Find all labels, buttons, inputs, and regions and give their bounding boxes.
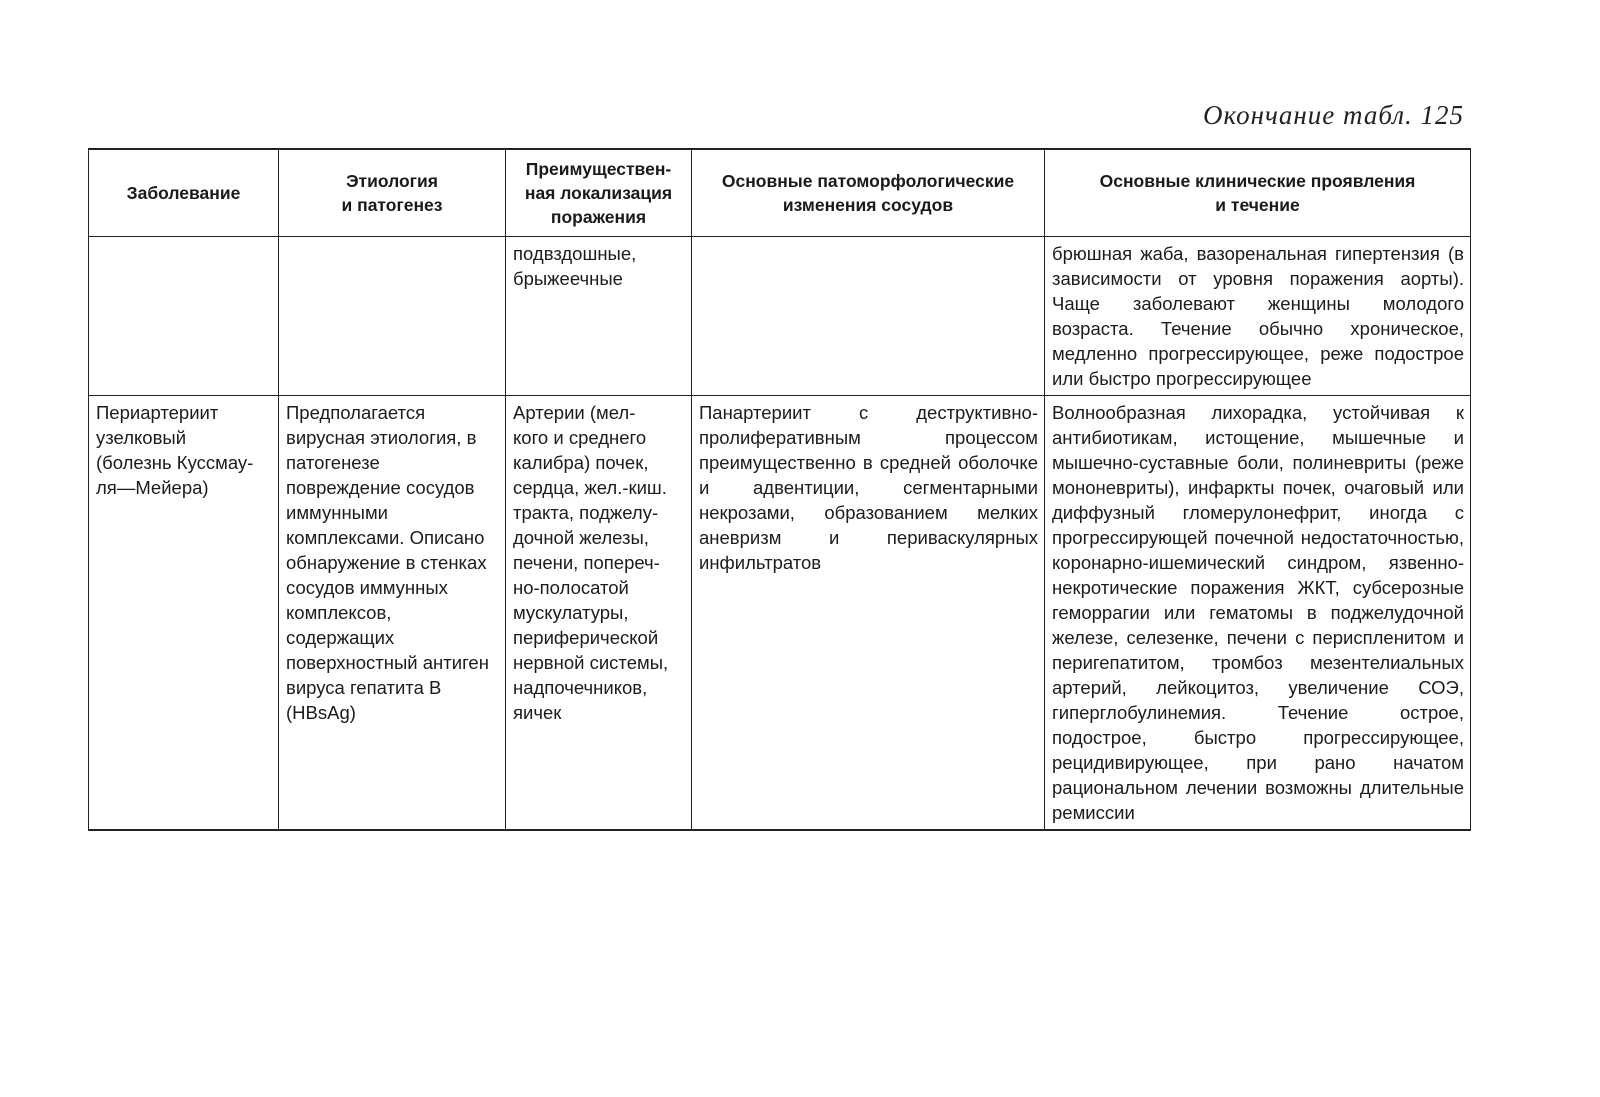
header-disease: Заболевание bbox=[89, 149, 279, 237]
table-body bbox=[89, 237, 1471, 831]
cell-localization: подвздошные, брыжеечные bbox=[506, 237, 692, 396]
cell-disease bbox=[89, 237, 279, 396]
cell-etiology: Предполагается вирусная этиология, в патогенезе повреждение сосудов иммунными комплексами. Описано обнаружение в стенках сосудов иммунных комплексов, содержащих поверхностный антиген вируса гепатита В (HBsAg) bbox=[279, 396, 506, 831]
cell-pathomorphology: Панартериит с деструктивно-пролиферативным процессом преимущественно в средней оболочке и адвентиции, сегментарными некрозами, образованием мелких аневризм и периваскулярных инфильтратов bbox=[692, 396, 1045, 831]
header-localization: Преимуществен- ная локализация поражения bbox=[506, 149, 692, 237]
header-pathomorphology: Основные патоморфологические изменения сосудов bbox=[692, 149, 1045, 237]
cell-pathomorphology bbox=[692, 237, 1045, 396]
cell-clinical: Волнообразная лихорадка, устойчивая к антибиотикам, истощение, мышечные и мышечно-суставные боли, полиневриты (реже мононевриты), инфаркты почек, очаговый или диффузный гломерулонефрит, иногда с прогрессирующей почечной недостаточностью, коронарно-ишемический синдром, язвенно-некротические поражения ЖКТ, субсерозные геморрагии или гематомы в поджелудочной железе, селезенке, печени с периспленитом и перигепатитом, тромбоз мезентелиальных артерий, лейкоцитоз, увеличение СОЭ, гиперглобулинемия. Течение острое, подострое, быстро прогрессирующее, рецидивирующее, при рано начатом рациональном лечении возможны длительные ремиссии bbox=[1045, 396, 1471, 831]
table-row bbox=[89, 396, 1471, 831]
cell-disease: Периартериит узелковый (болезнь Куссмау- ля—Мейера) bbox=[89, 396, 279, 831]
table-caption: Окончание табл. 125 bbox=[1202, 100, 1464, 130]
header-row bbox=[89, 149, 1471, 237]
header-etiology: Этиология и патогенез bbox=[279, 149, 506, 237]
table-row bbox=[89, 237, 1471, 396]
cell-clinical: брюшная жаба, вазоренальная гипертензия (в зависимости от уровня поражения аорты). Чаще заболевают женщины молодого возраста. Течение обычно хроническое, медленно прогрессирующее, реже подострое или быстро прогрессирующее bbox=[1045, 237, 1471, 396]
cell-localization: Артерии (мел- кого и среднего калибра) почек, сердца, жел.-киш. тракта, поджелу- дочной железы, печени, попереч- но-полосатой мускулатуры, периферической нервной системы, надпочечников, яичек bbox=[506, 396, 692, 831]
table-header bbox=[89, 149, 1471, 237]
cell-etiology bbox=[279, 237, 506, 396]
header-clinical: Основные клинические проявления и течение bbox=[1045, 149, 1471, 237]
disease-table bbox=[88, 148, 1471, 831]
